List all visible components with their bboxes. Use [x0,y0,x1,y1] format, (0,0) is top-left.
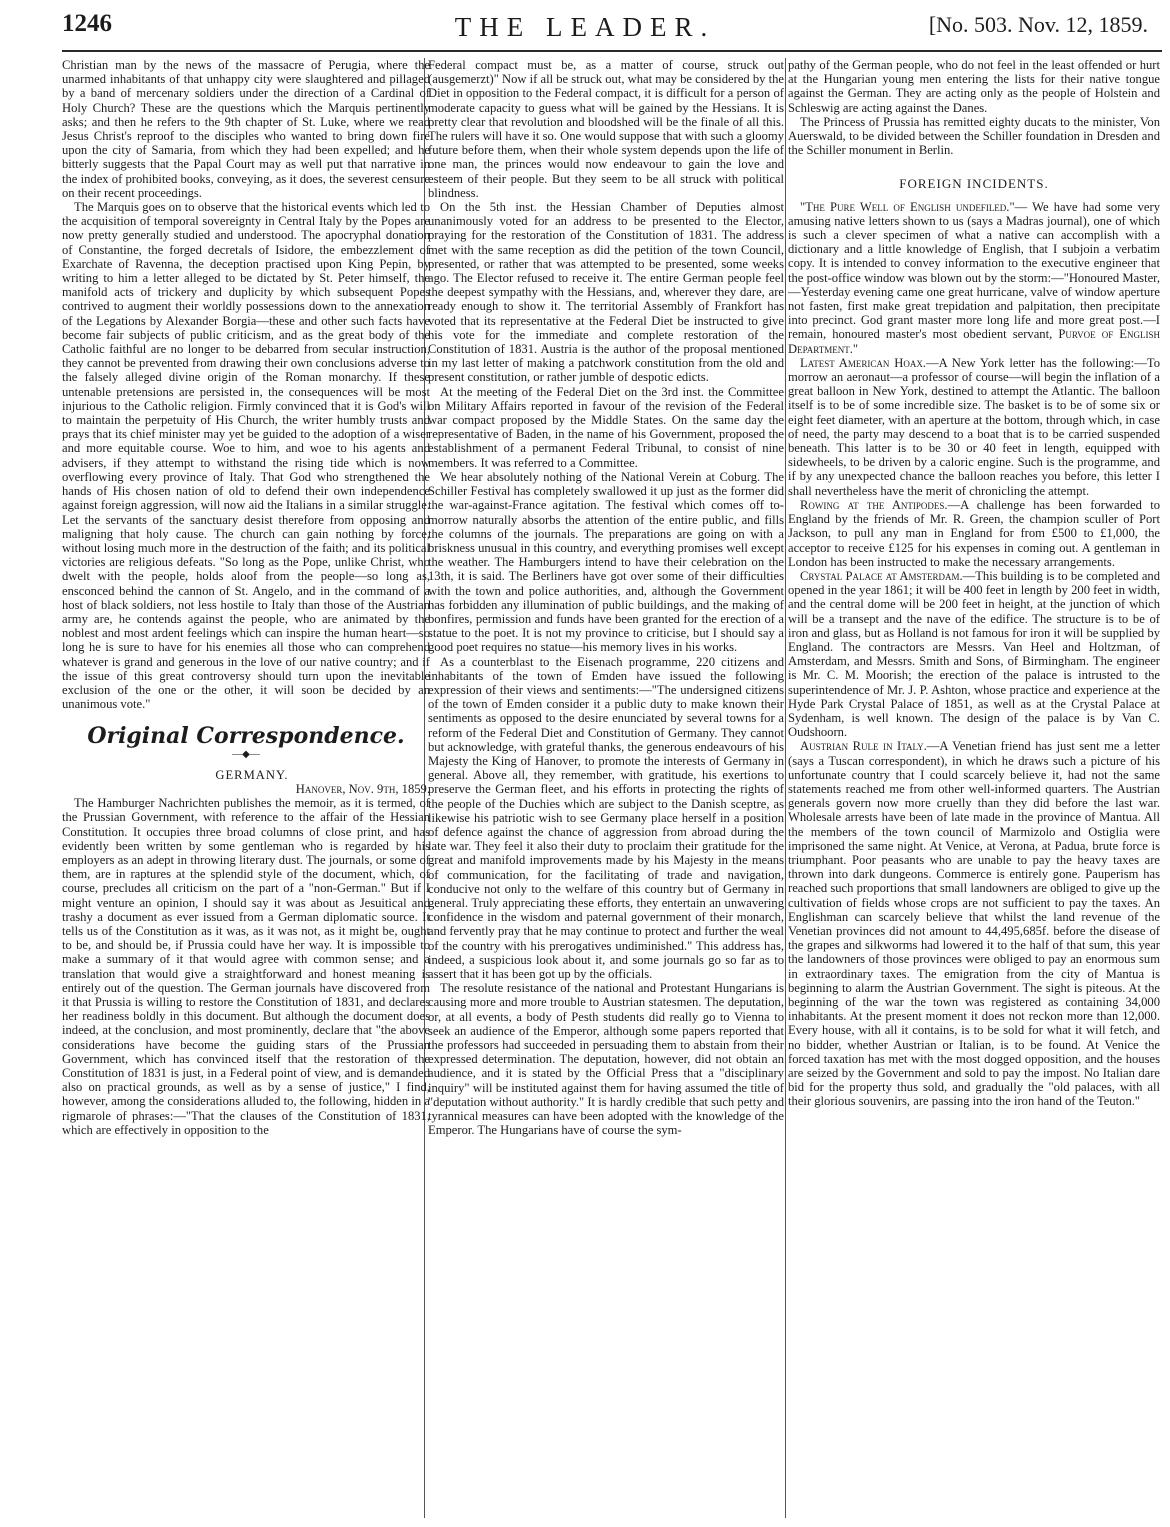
paragraph: The Hamburger Nachrichten publishes the memoir, as it is termed, of the Prussian Government, with reference to the affair of the Hessian Constitution. It occupies three broad columns of close print, and has evidently been written by some gentleman who is regarded by his employers as an adept in throwing literary dust. The journals, or some of them, are in raptures at the splendid style of the document, which, of course, precludes all criticism on the part of a "non-German." But if I might venture an opinion, I should say it was about as Jesuitical and trashy a document as ever issued from a German diplomatic source. It tells us of the Constitution as it was, as it was not, as it might be, ought to be, and should be, if Prussia could have her way. It is impossible to make a summary of it that would agree with common sense; and a translation that would give a straightforward and honest meaning is entirely out of the question. The German journals have discovered from it that Prussia is willing to restore the Constitution of 1831, and declares her readiness boldly in this document. But although the document does indeed, at the conclusion, and most prominently, declare that "the above considerations have become the guiding stars of the Prussian Government, which has convinced itself that the restoration of the Constitution of 1831 is just, in a Federal point of view, and is demanded also on practical grounds, as well as by a sense of justice," I find, however, among the considerations alluded to, the following, hidden in a rigmarole of phrases:—"That the clauses of the Constitution of 1831, which are effectively in opposition to the [62,796,430,1137]
item-lead: "The Pure Well of English undefiled."— [800,199,1028,214]
paragraph [788,739,1160,1108]
column-2 [428,58,784,1523]
masthead-title: THE LEADER. [454,12,716,42]
page-header [0,0,1170,60]
dateline: Hanover, Nov. 9th, 1859. [295,781,430,796]
section-title: Original Correspondence. [87,723,405,750]
item-lead: Rowing at the Antipodes. [800,497,948,512]
page-number: 1246 [62,10,112,37]
column-3 [788,58,1160,1523]
paragraph: As a counterblast to the Eisenach programme, 220 citizens and inhabitants of the town of Emden have issued the following expression of their views and sentiments:—"The undersigned citizens of the town of Emden consider it a public duty to make known their sentiments as opposed to the desire enunciated by several towns for a reform of the Federal Diet and Constitution of Germany. They cannot but acknowledge, with grateful thanks, the generous endeavours of his Majesty the King of Hanover, to promote the interests of Germany in general. Above all, they remember, with gratitude, his exertions to preserve the German fleet, and his efforts in protecting the rights of the people of the Duchies which are subject to the Danish sceptre, as likewise his patriotic wish to see Germany place herself in a position of defence against the chance of aggression from abroad during the late war. They feel it also their duty to proclaim their gratitude for the great and manifold improvements made by his Majesty in the means of communication, for the facilitating of trade and navigation, conducive not only to the welfare of this country but of Germany in general. Truly appreciating these efforts, they entertain an unwavering confidence in the wisdom and paternal government of their monarch, and fervently pray that he may continue to protect and further the weal of the country with his prerogatives undiminished." This address has, indeed, a suspicious look about it, and some journals go so far as to assert that it has been got up by the officials. [428,654,784,981]
paragraph: On the 5th inst. the Hessian Chamber of Deputies almost unanimously voted for an address to be presented to the Elector, praying for the restoration of the Constitution of 1831. The address met with the same reception as did the petition of the town Council, presented, or rather that was attempted to be presented, some weeks ago. The Elector refused to receive it. The entire German people feel the deepest sympathy with the Hessians, and, wherever they dare, are ready enough to show it. The territorial Assembly of Frankfort has voted that its representative at the Federal Diet be instructed to give his vote for the immediate and complete restoration of the Constitution of 1831. Austria is the author of the proposal mentioned in my last letter of making a patchwork constitution from the old and present constitution, or rather jumble of despotic edicts. [428,200,784,385]
column-1 [62,58,430,1523]
paragraph: The Princess of Prussia has remitted eighty ducats to the minister, Von Auerswald, to be divided between the Schiller foundation in Dresden and the Schiller monument in Berlin. [788,114,1160,158]
paragraph: The resolute resistance of the national and Protestant Hungarians is causing more and more trouble to Austrian statesmen. The deputation, or, at all events, a body of Pesth students did really go to Vienna to seek an audience of the Emperor, although some papers reported that the professors had succeeded in persuading them to abstain from their expressed determination. The deputation, however, did not obtain an audience, and it is stated by the Official Press that a "disciplinary inquiry" will be instituted against them for having assumed the title of "deputation without authority." It is hardly credible that such petty and tyrannical measures can have been adopted with the knowledge of the Emperor. The Hungarians have of course the sym- [428,981,784,1138]
paragraph: The Marquis goes on to observe that the historical events which led to the acquisition of temporal sovereignty in Central Italy by the Popes are now pretty generally studied and understood. The apocryphal donation of Constantine, the forged decretals of Isidore, the embezzlement of Exarchate of Ravenna, the deception practised upon King Pepin, by writing to him a letter alleged to be dictated by St. Peter himself, the manifold acts of trickery and duplicity by which subsequent Popes contrived to augment their worldly possessions down to the annexation of the Legations by Alexander Borgia—these and other such facts have become fair subjects of public criticism, and as the great body of the Catholic faithful are no longer to be debarred from secular instruction, they cannot be prevented from drawing their own conclusions adverse to the falsely alleged divine origin of the Roman monarchy. If these untenable pretensions are persisted in, the consequences will be most injurious to the Catholic religion. Firmly convinced that it is God's will to maintain the perpetuity of His Church, the writer humbly trusts and prays that its chief minister may yet be guided to the adoption of a wiser and more equitable course. Woe to him, and woe to his agents and advisers, if they attempt to withstand the rising tide which is now overflowing every province of Italy. That God who strengthened the hands of His chosen nation of old to defend their own independence against foreign aggression, will now aid the Italians in a similar struggle. Let the servants of the sanctuary desist therefore from opposing and maligning that holy cause. The church can gain nothing by force, without losing much more in the destruction of the faith; and its political victories are religious defeats. "So long as the Pope, unlike Christ, who dwelt with the people, holds aloof from the people—so long as, ensconced behind the cannon of St. Angelo, and in the command of a host of black soldiers, not less hostile to Italy than those of the Austrian army are, he contends against the people, who are animated by the noblest and most ardent feelings which can inspire the human heart—so long he is sure to have for his enemies all those who can comprehend whatever is grand and generous in the love of our native country; and if the issue of this great controversy should turn upon the inevitable exclusion of the one or the other, it will soon be decided by an unanimous vote." [62,200,430,712]
issue-info: [No. 503. Nov. 12, 1859. [928,12,1148,37]
item-text: —A New York letter has the following:—To morrow an aeronaut—a professor of course—will begin the inflation of a great balloon in New York, destined to attempt the Atlantic. The balloon itself is to be of some incredible size. The basket is to be of some six or eight feet diameter, with an aperture at the bottom, through which, in case of need, the party may descend to a boat that is to be carried suspended beneath. This latter is to be 30 or 40 feet in length, equipped with sidewheels, to be driven by a caloric engine. Such is the programme, and if by any unexpected chance the balloon reaches you before, this letter I shall nevertheless have the merit of chronicling the attempt. [788,355,1160,498]
item-signature: Purvoe of English Department." [788,327,1160,356]
paragraph [788,498,1160,569]
item-text: —This building is to be completed and opened in the year 1861; it will be 400 feet in length by 200 feet in width, and the central dome will be 200 feet in height, at the junction of which will be a transept and the nave of the edifice. The structure is to be of iron and glass, but as Holland is not famous for iron it will be supplied by England. The contractors are Messrs. Van Heel and Holtzman, of Amsterdam, and Messrs. Smith and Sons, of Birmingham. The engineer is Mr. C. M. Moorish; the erection of the palace is intrusted to the superintendence of Mr. J. P. Ashton, whose practice and experience at the Hyde Park Crystal Palace of 1851, as well as at the Crystal Palace at Sydenham, is well known. The design of the palace is by Van C. Oudshoorn. [788,568,1160,740]
ornament-divider: —◆— [232,748,260,760]
item-lead: Latest American Hoax. [800,355,926,370]
paragraph: At the meeting of the Federal Diet on the 3rd inst. the Committee on Military Affairs reported in favour of the revision of the Federal war compact proposed by the Middle States. On the same day the representative of Baden, in the name of his Government, proposed the establishment of a permanent Federal Tribunal, to consist of nine members. It was referred to a Committee. [428,384,784,470]
item-text: —A Venetian friend has just sent me a letter (says a Tuscan correspondent), in which he draws such a picture of his unfortunate country that I could scarcely believe it, had not the same statements reached me from other well-informed quarters. The Austrian generals govern now more cruelly than they did before the last war. Wholesale arrests have been of late made in the province of Mantua. All the members of the town council of Marmizolo and Ostiglia were imprisoned the same night. At Venice, at Verona, at Padua, brute force is triumphant. Poor peasants who are unable to pay the heavy taxes are thrown into dark dungeons. Commerce is entirely gone. Pauperism has reached such proportions that small landowners are obliged to give up the cultivation of fields whose crops are not sufficient to pay the taxes. An Englishman can scarcely believe that whilst the land revenue of the Venetian provinces did not amount to 44,495,685f. before the disease of the grapes and silkworms had lowered it to the half of that sum, this year the landowners of those provinces were obliged to pay an enormous sum in extraordinary taxes. The emigration from the city of Mantua is beginning to alarm the Austrian Government. The sight is piteous. At the beginning of the war the town was registered as containing 34,000 inhabitants. At the present moment it does not reckon more than 12,000. Every house, with all it contains, is to be sold for what it will fetch, and no bidder, whether Austrian or Italian, is to be found. At Venice the forced taxation has met with the most dogged opposition, and the houses are seized by the Government and sold to pay the impost. No Italian dare bid for the property thus sold, and gradually the "old palaces, with all their glorious souvenirs, are passing into the iron hand of the Teuton." [788,739,1160,1109]
section-title: FOREIGN INCIDENTS. [899,176,1049,192]
item-text: —A challenge has been forwarded to England by the friends of Mr. R. Green, the champion sculler of Port Jackson, to pull any man in England for from £500 to £1,000, the acceptor to receive £125 for his expenses in coming out. A gentleman in London has been instructed to make the necessary arrangements. [788,497,1160,569]
paragraph: pathy of the German people, who do not feel in the least offended or hurt at the Hungarian young men entering the lists for their native tongue against the German. They are acting only as the people of Holstein and Schleswig are acting against the Danes. [788,58,1160,115]
header-rule [62,50,1162,52]
paragraph: Federal compact must be, as a matter of course, struck out (ausgemerzt)" Now if all be struck out, what may be considered by the Diet in opposition to the Federal compact, it is difficult for a person of moderate capacity to guess what will be gained by the Hessians. It is pretty clear that revolution and bloodshed will be the finale of all this. The rulers will have it so. One would suppose that with such a gloomy future before them, when their whole system depends upon the life of one man, the princes would now endeavour to gain the love and esteem of their people. But they seem to be all struck with political blindness. [428,58,784,200]
column-divider [785,58,786,1518]
paragraph [788,356,1160,498]
subhead: GERMANY. [215,767,289,782]
item-lead: Crystal Palace at Amsterdam. [800,568,963,583]
paragraph: We hear absolutely nothing of the National Verein at Coburg. The Schiller Festival has completely swallowed it up just as the former did the war-against-France agitation. The festival which comes off to-morrow naturally absorbs the attention of the entire public, and fills the columns of the journals. The preparations are going on with a briskness unusual in this country, and everything promises well except the weather. The Hamburgers intend to have their celebration on the 13th, it is said. The Berliners have got over some of their difficulties with the town and police authorities, and, although the Government has forbidden any illumination of public buildings, and the making of bonfires, permission and funds have been granted for the erection of a statue to the poet. It is not my province to criticise, but I should say a good poet requires no statue—his memory lives in his works. [428,469,784,655]
item-lead: Austrian Rule in Italy. [800,739,927,754]
paragraph [788,200,1160,356]
item-text: We have had some very amusing native letters shown to us (says a Madras journal), one of which is such a clever specimen of what a native can accomplish with a dictionary and a little knowledge of English, that I subjoin a verbatim copy. It is intended to convey information to the executive engineer that the post-office window was blown out by the storm:—"Honoured Master,—Yesterday evening came one great hurricane, valve of window aperture not fasten, first make great trepidation and palpitation, then precipitate into precinct. God grant master more long life and more great post.—I remain, honoured master's most obedient servant, [788,199,1160,342]
paragraph [788,569,1160,739]
paragraph: Christian man by the news of the massacre of Perugia, where the unarmed inhabitants of that unhappy city were slaughtered and pillaged by a band of mercenary soldiers under the direction of a Cardinal of Holy Church? These are the questions which the Marquis pertinently asks; and then he refers to the 9th chapter of St. Luke, where we read Jesus Christ's reproof to the disciples who wanted to bring down fire upon the city of Samaria, from which they had been expelled; and he bitterly suggests that the Papal Court may as well put that narrative in the index of prohibited books, conveying, as it does, the severest censure on their recent proceedings. [62,58,430,200]
